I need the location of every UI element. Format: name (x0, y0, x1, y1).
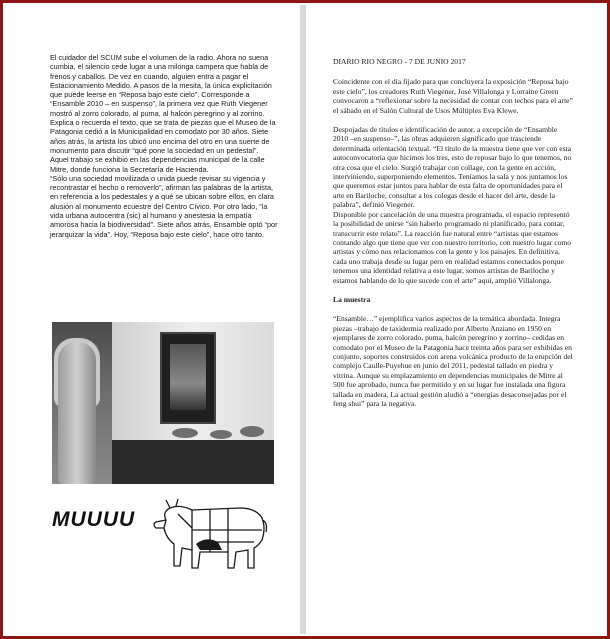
photo-person (58, 342, 96, 484)
photo-animal-1 (172, 428, 198, 438)
right-paragraph-2: Despojadas de títulos e identificación de autor, a excepción de “Ensamble 2010 –en suspenso–”, las obras adquieren significado que trasciende determinada orientación textual. “El título de la muestra tiene que ver con esta autoconvocatoria que hicimos los tres, esto de reposar bajo lo que tenemos, no otra cosa que el cielo. Surgió trabajar con collage, con la gente en acción, interviniendo, superponiendo elementos. Teníamos la sala y nos juntamos los que queremos estar juntos para hablar de esta falta de oportunidades para el arte en Bariloche, consultar a los colegas desde el hacer del arte, desde la palabra”, definió Viegener. (333, 125, 572, 210)
exhibition-photo (52, 322, 274, 484)
dateline: DIARIO RIO NEGRO - 7 DE JUNIO 2017 (333, 57, 466, 66)
right-paragraph-4: “Ensamble…” ejemplifica varios aspectos de la temática abordada. Integra piezas –trabajo de taxidermia realizado por Alberto Anziano en 1950 en ejemplares de zorro colorado, puma, halcón peregrino y zorrino– cedidas en comodato por el Museo de la Patagonia hace treinta años para ser exhibidas en conjunto, soportes construidos con arena volcánica producto de la erupción del complejo Caulle-Puyehue en junio del 2011, pedestal tallado en piedra y vitrina. Aunque su emplazamiento en dependencias municipales de Mitre al 500 fue aprobado, nunca fue permitido y en su lugar fue instalada una figura tallada en madera. La actual gestión aludió a “energías desaconsejadas por el feng shui” para la negativa. (333, 314, 573, 408)
photo-animal-3 (240, 426, 264, 437)
right-paragraph-3: Disponible por cancelación de una muestra programada, el espacio representó la posibilidad de unirse “sin haberlo programado ni planificado, para contar, transcurrir este relato”. La reacción fue natural entre “artistas que estamos contando algo que tiene que ver con nuestro territorio, con nuestro lugar como artistas y cómo nos relacionamos con la gente y los paisajes. En definitiva, cada uno trabaja desde su lugar pero en realidad estamos conectados porque tenemos una identidad relativa a este lugar, somos artistas de Bariloche y estamos hablando de lo que sucede con el arte” aquí, amplió Villalonga. (333, 209, 572, 285)
right-paragraph-1: Coincidente con el día fijado para que concluyera la exposición “Reposa bajo este cielo”, los creadores Ruth Viegener, José Villalonga y Lorraine Green convocaron a “reflexionar sobre la necesidad de contar con techos para el arte” el sábado en el Salón Cultural de Usos Múltiples Eva Klewe. (333, 77, 573, 115)
left-paragraph-1: El cuidador del SCUM sube el volumen de la radio. Ahora no suena cumbia, el silencio cede lugar a una milonga campera que habla de frenos y caballos. De vez en cuando, alguien entra a pagar el Estacionamiento Medido. A pasos de la mesita, la única explicitación que puede leerse en “Reposa bajo este cielo”. Corresponde a “Ensamble 2010 – en suspenso”, la primera vez que Ruth Viegener mostró al zorro colorado, al puma, al halcón peregrino y al zorrino. (50, 53, 272, 118)
left-paragraph-2: Explica o recuerda el texto, que se trata de piezas que el Museo de la Patagonia cedió a la Municipalidad en comodato por 30 años. Siete años atrás, la artista los ubicó uno encima del otro en una suerte de monumento para discutir “qué pone la sociedad en un pedestal”. Aquel trabajo se exhibió en las dependencias municipal de la calle Mitre, donde funciona la Secretaría de Hacienda. (50, 118, 276, 174)
photo-animal-2 (210, 430, 232, 439)
right-column-text (333, 57, 573, 418)
cow-icon (152, 498, 270, 574)
photo-poster (160, 332, 216, 424)
left-paragraph-3: “Sólo una sociedad movilizada o unida puede revisar su vigencia y recontrastar el hecho o removerlo”, afirman las palabras de la artista, en referencia a los pedestales y a qué se ubican sobre ellos, en clara alusión al monumento ecuestre del Centro Cívico. Por otro lado, “la vida urbana autocentra (sic) al humano y anestesia la empatía amorosa hacia la biodiversidad”. Siete años atrás, Ensamble optó “por jerarquizar la vida”. Hoy, “Reposa bajo este cielo”, hace otro tanto. (50, 173, 278, 239)
photo-shelf (112, 440, 274, 484)
muuu-caption: MUUUU (52, 508, 136, 531)
left-column-text (50, 53, 278, 239)
cow-dark-cut (196, 539, 222, 550)
section-heading: La muestra (333, 294, 371, 304)
